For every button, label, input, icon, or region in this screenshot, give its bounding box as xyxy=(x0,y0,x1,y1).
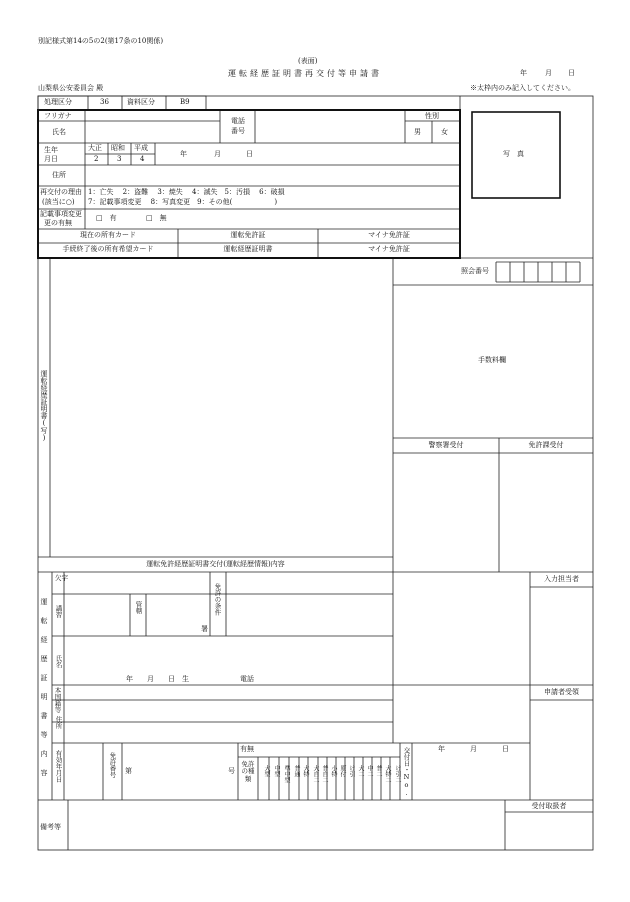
license-kind-5[interactable]: 大自二 xyxy=(312,765,319,783)
era-taisho[interactable]: 大正 xyxy=(88,144,102,152)
change-yes-checkbox[interactable]: □ 有 xyxy=(96,214,117,222)
details-phone-label: 電話 xyxy=(240,675,254,683)
furigana-label: フリガナ xyxy=(44,112,72,120)
license-division-reception-label: 免許課受付 xyxy=(528,441,564,449)
license-kind-8[interactable]: 原付 xyxy=(339,765,346,777)
license-kind-10[interactable]: 大二 xyxy=(357,765,364,777)
addressee: 山梨県公安委員会 殿 xyxy=(38,84,104,92)
sex-label: 性別 xyxy=(425,112,439,120)
reason-options-1[interactable]: 1：亡失 2：盗難 3：焼失 4：滅失 5：汚損 6：破損 xyxy=(88,188,285,196)
license-kind-12[interactable]: 普二 xyxy=(375,765,382,777)
reference-number-label: 照会番号 xyxy=(461,267,489,275)
change-label-1: 記載事項変更 xyxy=(40,210,82,218)
phone-label-1: 電話 xyxy=(231,117,245,125)
receiver-label: 受付取扱者 xyxy=(531,802,567,810)
issue-year: 年 xyxy=(438,745,445,753)
page-title: 運転経歴証明書再交付等申請書 xyxy=(228,69,382,78)
conditions-label: 免許の条件 xyxy=(213,583,222,616)
certificate-copy-area[interactable] xyxy=(51,259,392,556)
license-kind-9[interactable]: け引 xyxy=(348,765,355,777)
desired-card-certificate[interactable]: 運転経歴証明書 xyxy=(223,245,273,253)
license-kind-7[interactable]: 小特 xyxy=(330,765,337,777)
era-showa-num: 3 xyxy=(117,155,122,163)
processing-type-value: 36 xyxy=(100,98,109,106)
material-type-label: 資料区分 xyxy=(127,98,155,106)
commission-label: 講習 xyxy=(54,605,63,618)
license-kind-6[interactable]: 普自二 xyxy=(321,765,328,783)
license-kind-11[interactable]: 中二 xyxy=(366,765,373,777)
current-card-label: 現在の所有カード xyxy=(80,231,136,239)
issue-month: 月 xyxy=(470,745,477,753)
license-kind-label: 免許の種類 xyxy=(241,760,255,783)
dob-label-2: 月日 xyxy=(44,155,58,163)
date-month: 月 xyxy=(545,69,552,77)
material-type-value: B9 xyxy=(180,98,190,106)
current-card-license[interactable]: 運転免許証 xyxy=(230,231,266,239)
kanji-label: 欠字 xyxy=(55,574,68,582)
station-label: 署 xyxy=(201,625,208,633)
sex-male-option[interactable]: 男 xyxy=(414,128,421,136)
applicant-receipt-label: 申請者受領 xyxy=(544,688,579,696)
police-reception-label: 警察署受付 xyxy=(428,441,464,449)
furigana-field[interactable] xyxy=(86,111,219,120)
details-birth-label: 年 月 日 生 xyxy=(126,675,189,683)
dob-label-1: 生年 xyxy=(44,146,58,154)
era-heisei[interactable]: 平成 xyxy=(134,144,148,152)
license-kind-14[interactable]: け引二 xyxy=(394,765,401,783)
name-field[interactable] xyxy=(86,122,219,142)
address-field[interactable] xyxy=(86,166,459,185)
license-kind-0[interactable]: 大型 xyxy=(263,765,270,777)
change-no-checkbox[interactable]: □ 無 xyxy=(146,214,167,222)
license-number-label: 免許番号 xyxy=(108,752,117,778)
change-label-2: 更の有無 xyxy=(44,219,72,227)
photo-box-label: 写 真 xyxy=(503,150,524,158)
reason-options-2[interactable]: 7：記載事項変更 8：写真変更 9：その他( ) xyxy=(88,198,278,206)
presence-label: 有無 xyxy=(240,745,254,753)
remarks-label: 備考等 xyxy=(40,823,61,831)
remarks-field[interactable] xyxy=(69,801,504,849)
license-kind-1[interactable]: 中型 xyxy=(273,765,280,777)
era-taisho-num: 2 xyxy=(94,155,99,163)
valid-date-label: 有効年月日 xyxy=(54,750,63,783)
era-showa[interactable]: 昭和 xyxy=(111,144,125,152)
era-heisei-num: 4 xyxy=(140,155,145,163)
reason-label-2: (該当に○) xyxy=(42,198,75,206)
details-side-label: 運転経歴証明書等内容 xyxy=(40,598,48,788)
date-day: 日 xyxy=(568,69,575,77)
desired-card-myna[interactable]: マイナ免許証 xyxy=(368,245,410,253)
sex-female-option[interactable]: 女 xyxy=(441,128,448,136)
address-label: 住所 xyxy=(52,171,66,179)
side-indicator: (表面) xyxy=(298,57,318,65)
date-year: 年 xyxy=(520,69,527,77)
details-name-label: 氏名 xyxy=(54,655,63,668)
details-address-label: 住所 xyxy=(54,716,63,729)
license-kind-4[interactable]: 大特 xyxy=(302,765,309,777)
dob-month: 月 xyxy=(214,150,221,158)
current-card-myna[interactable]: マイナ免許証 xyxy=(368,231,410,239)
jurisdiction-label: 管轄 xyxy=(134,601,143,614)
license-kind-3[interactable]: 普通 xyxy=(293,765,300,777)
issue-day: 日 xyxy=(502,745,509,753)
contents-section-title: 運転免許経歴証明書交付(運転経歴情報)内容 xyxy=(146,560,285,568)
phone-label-2: 番号 xyxy=(231,127,245,135)
desired-card-label: 手続終了後の所有希望カード xyxy=(62,245,154,253)
certificate-copy-label: 運転経歴証明書(写) xyxy=(40,370,48,442)
reason-label-1: 再交付の理由 xyxy=(40,188,82,196)
license-kind-2[interactable]: 準中型 xyxy=(283,765,290,783)
domicile-label: 本国籍等 xyxy=(53,687,62,713)
form-number: 別記様式第14の5の2(第17条の10関係) xyxy=(38,37,164,45)
instruction-note: ※太枠内のみ記入してください。 xyxy=(470,84,575,92)
license-number-dai: 第 xyxy=(125,767,132,775)
phone-field[interactable] xyxy=(256,111,404,142)
input-staff-label: 入力担当者 xyxy=(544,575,579,583)
dob-year: 年 xyxy=(180,150,187,158)
fee-section-label: 手数料欄 xyxy=(478,356,506,364)
license-kind-13[interactable]: 大特二 xyxy=(384,765,391,783)
issue-date-label: 交付日・No. xyxy=(402,747,411,797)
dob-day: 日 xyxy=(246,150,253,158)
license-number-go: 号 xyxy=(228,767,235,775)
processing-type-label: 処理区分 xyxy=(44,98,72,106)
name-label: 氏名 xyxy=(52,128,66,136)
